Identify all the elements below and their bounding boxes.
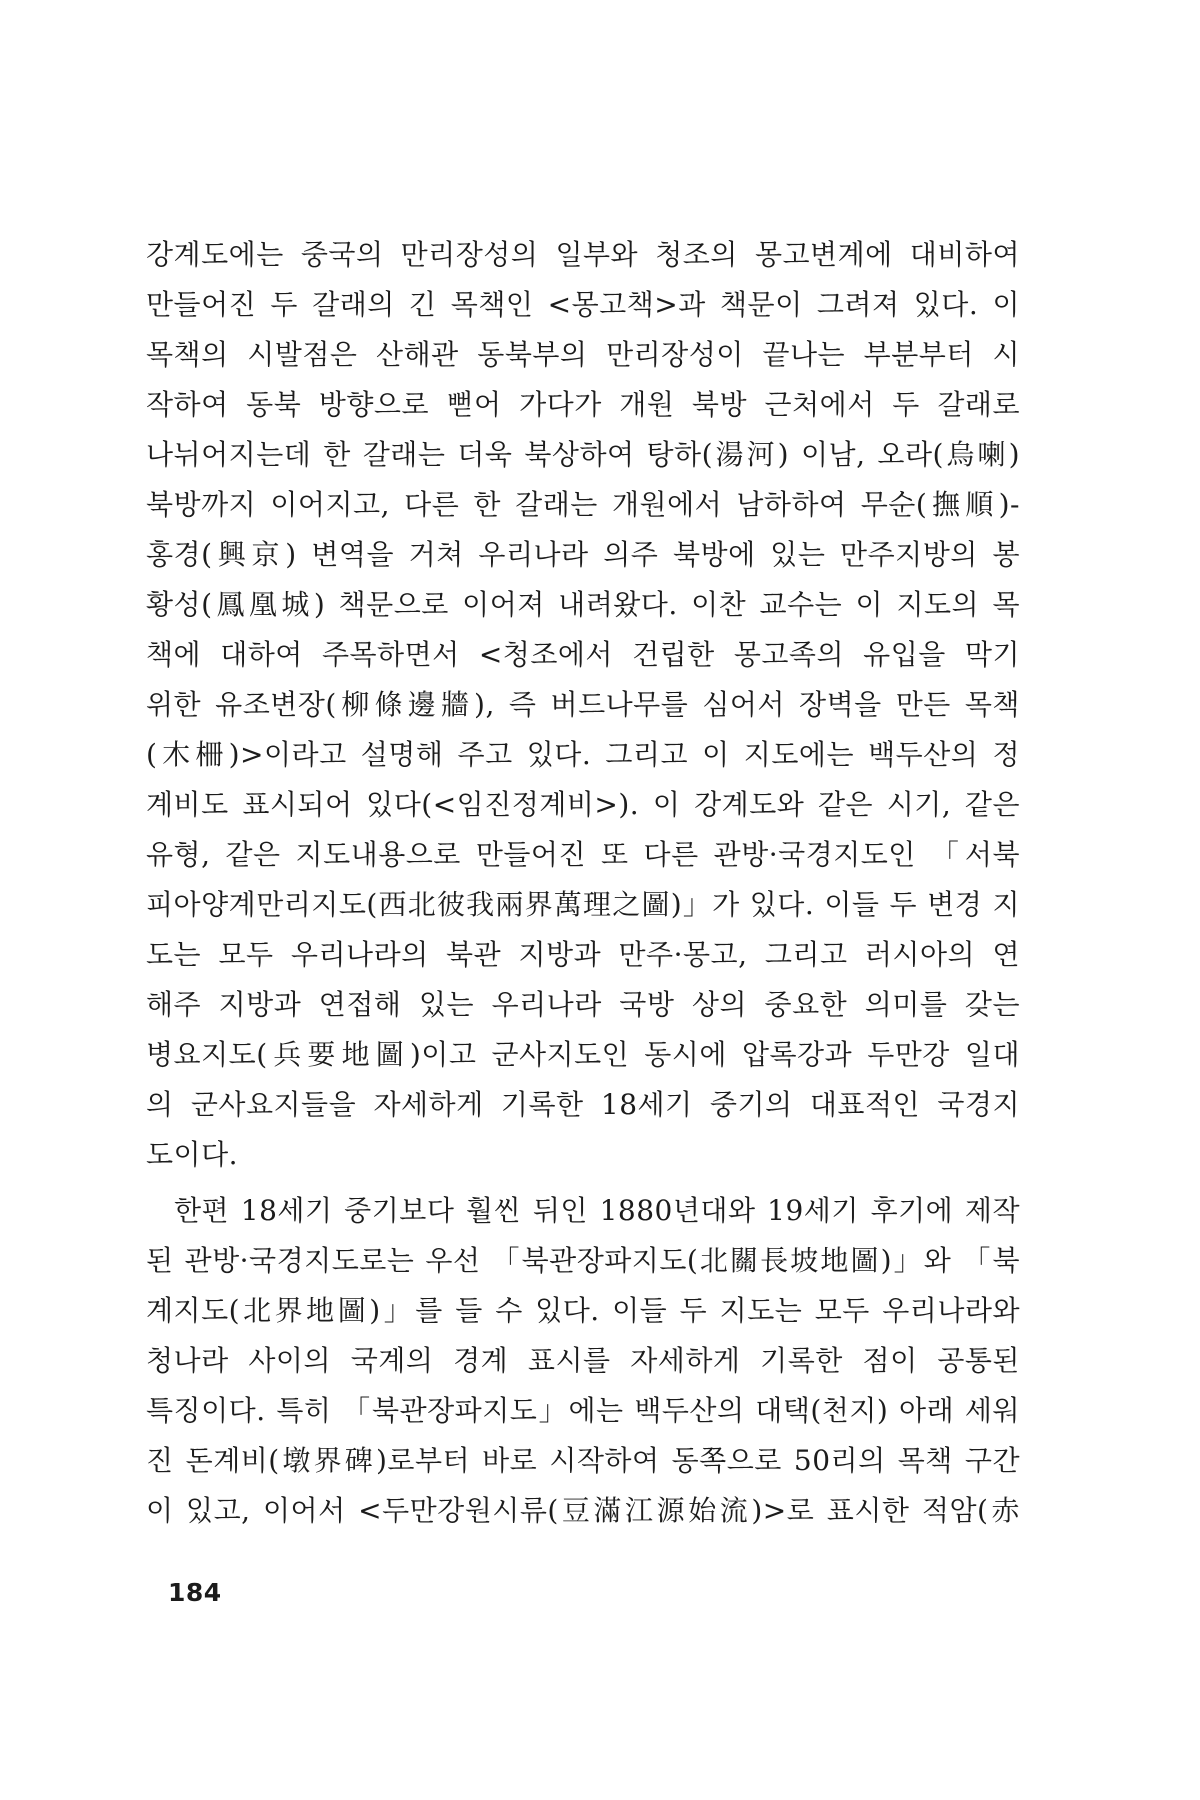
text-line: (木柵)>이라고 설명해 주고 있다. 그리고 이 지도에는 백두산의 정 (146, 738, 1020, 771)
text-line: 된 관방·국경지도로는 우선 「북관장파지도(北關長坡地圖)」와 「북 (146, 1244, 1020, 1277)
text-line: 진 돈계비(墩界碑)로부터 바로 시작하여 동쪽으로 50리의 목책 구간 (146, 1444, 1020, 1477)
text-line: 도는 모두 우리나라의 북관 지방과 만주·몽고, 그리고 러시아의 연 (146, 938, 1020, 971)
text-line: 목책의 시발점은 산해관 동북부의 만리장성이 끝나는 부분부터 시 (146, 338, 1020, 371)
paragraph (146, 1186, 1020, 1536)
text-line: 북방까지 이어지고, 다른 한 갈래는 개원에서 남하하여 무순(撫順)- (146, 488, 1020, 521)
text-line: 피아양계만리지도(西北彼我兩界萬理之圖)」가 있다. 이들 두 변경 지 (146, 888, 1020, 921)
text-line: 도이다. (146, 1138, 239, 1171)
text-line: 한편 18세기 중기보다 훨씬 뒤인 1880년대와 19세기 후기에 제작 (174, 1194, 1020, 1227)
text-line: 만들어진 두 갈래의 긴 목책인 <몽고책>과 책문이 그려져 있다. 이 (146, 288, 1020, 321)
text-line: 나뉘어지는데 한 갈래는 더욱 북상하여 탕하(湯河) 이남, 오라(烏喇) (146, 438, 1020, 471)
text-line: 계비도 표시되어 있다(<임진정계비>). 이 강계도와 같은 시기, 같은 (146, 788, 1020, 821)
text-line: 홍경(興京) 변역을 거쳐 우리나라 의주 북방에 있는 만주지방의 봉 (146, 538, 1020, 571)
text-line: 책에 대하여 주목하면서 <청조에서 건립한 몽고족의 유입을 막기 (146, 638, 1020, 671)
text-line: 황성(鳳凰城) 책문으로 이어져 내려왔다. 이찬 교수는 이 지도의 목 (146, 588, 1020, 621)
text-line: 계지도(北界地圖)」를 들 수 있다. 이들 두 지도는 모두 우리나라와 (146, 1294, 1020, 1327)
body-text (146, 230, 1020, 1536)
text-line: 해주 지방과 연접해 있는 우리나라 국방 상의 중요한 의미를 갖는 (146, 988, 1020, 1021)
text-line: 이 있고, 이어서 <두만강원시류(豆滿江源始流)>로 표시한 적암(赤 (146, 1494, 1020, 1527)
text-line: 작하여 동북 방향으로 뻗어 가다가 개원 북방 근처에서 두 갈래로 (146, 388, 1020, 421)
text-line: 특징이다. 특히 「북관장파지도」에는 백두산의 대택(천지) 아래 세워 (146, 1394, 1020, 1427)
text-line: 강계도에는 중국의 만리장성의 일부와 청조의 몽고변계에 대비하여 (146, 238, 1020, 271)
paragraph (146, 230, 1020, 1180)
text-line: 청나라 사이의 국계의 경계 표시를 자세하게 기록한 점이 공통된 (146, 1344, 1020, 1377)
text-line: 의 군사요지들을 자세하게 기록한 18세기 중기의 대표적인 국경지 (146, 1088, 1020, 1121)
text-line: 유형, 같은 지도내용으로 만들어진 또 다른 관방·국경지도인 「서북 (146, 838, 1020, 871)
page-number: 184 (168, 1578, 222, 1607)
text-line: 병요지도(兵要地圖)이고 군사지도인 동시에 압록강과 두만강 일대 (146, 1038, 1020, 1071)
text-line: 위한 유조변장(柳條邊牆), 즉 버드나무를 심어서 장벽을 만든 목책 (146, 688, 1020, 721)
